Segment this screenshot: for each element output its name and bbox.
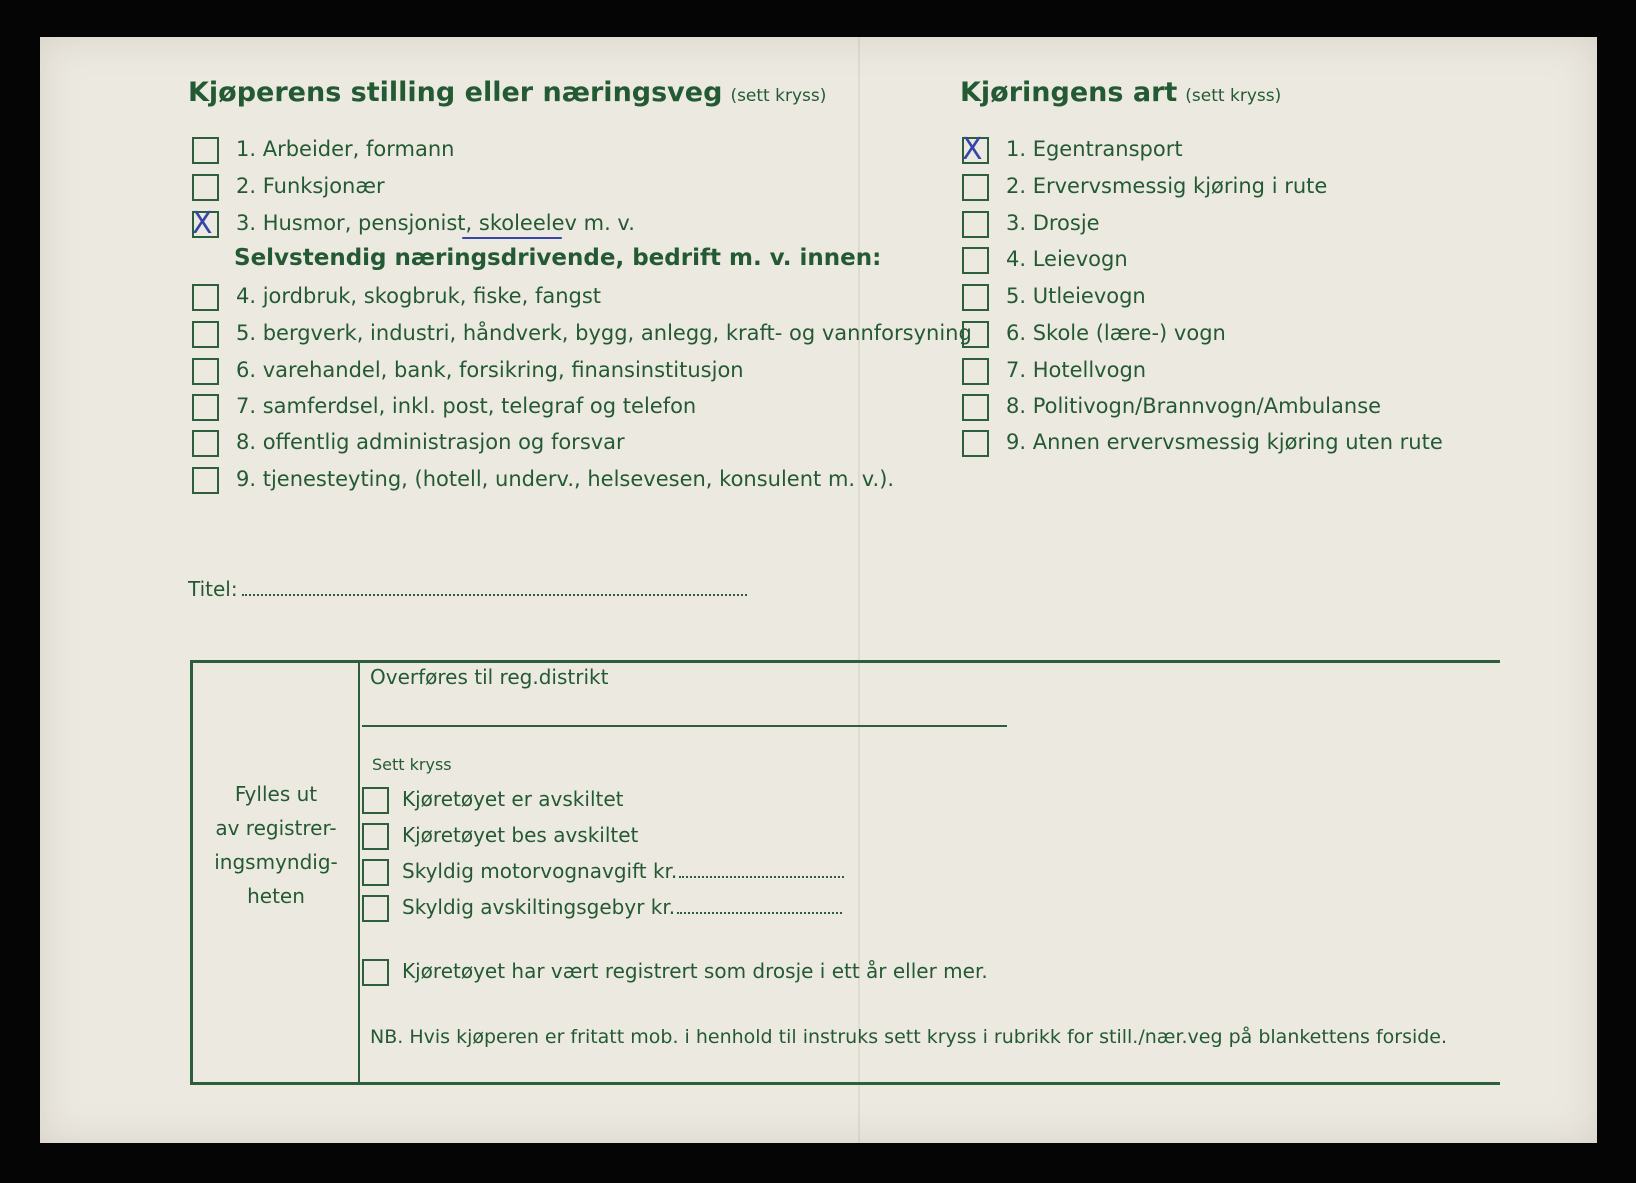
checkbox-driving-9[interactable] <box>962 430 989 457</box>
taxi-history-label: Kjøretøyet har vært registrert som drosje i ett år eller mer. <box>402 959 988 983</box>
plate-fee-row <box>402 892 842 922</box>
driving-4-label: 4. Leievogn <box>1006 247 1128 271</box>
checkbox-driving-6[interactable] <box>962 321 989 348</box>
occupation-2-label: 2. Funksjonær <box>236 174 385 198</box>
checkbox-delicense-request[interactable] <box>362 823 389 850</box>
checkbox-occupation-9[interactable] <box>192 467 219 494</box>
occupation-5-label: 5. bergverk, industri, håndverk, bygg, anlegg, kraft- og vannforsyning <box>236 321 972 345</box>
buyer-occupation-title: Kjøperens stilling eller næringsveg <box>188 77 723 108</box>
plate-fee-field[interactable] <box>677 898 842 914</box>
cross-label: Sett kryss <box>372 755 452 774</box>
side-note-line: Fylles ut <box>234 782 318 806</box>
occupation-1-label: 1. Arbeider, formann <box>236 137 455 161</box>
checkbox-driving-8[interactable] <box>962 394 989 421</box>
self-employed-subheading: Selvstendig næringsdrivende, bedrift m. v. innen: <box>234 245 882 271</box>
occupation-8-label: 8. offentlig administrasjon og forsvar <box>236 430 625 454</box>
title-label: Titel: <box>188 577 238 601</box>
driving-8-label: 8. Politivogn/Brannvogn/Ambulanse <box>1006 394 1382 418</box>
title-row <box>188 577 747 601</box>
driving-type-title: Kjøringens art <box>960 77 1178 108</box>
checkbox-driving-1[interactable] <box>962 132 989 167</box>
driving-1-label: 1. Egentransport <box>1006 137 1183 161</box>
driving-2-label: 2. Ervervsmessig kjøring i rute <box>1006 174 1328 198</box>
delicensed-label: Kjøretøyet er avskiltet <box>402 787 624 811</box>
driving-9-label: 9. Annen ervervsmessig kjøring uten rute <box>1006 430 1443 454</box>
checkbox-taxi-history[interactable] <box>362 959 389 986</box>
occupation-6-label: 6. varehandel, bank, forsikring, finansinstitusjon <box>236 358 744 382</box>
checkbox-occupation-6[interactable] <box>192 358 219 385</box>
driving-type-note: (sett kryss) <box>1185 86 1282 106</box>
checkbox-driving-4[interactable] <box>962 247 989 274</box>
driving-7-label: 7. Hotellvogn <box>1006 358 1147 382</box>
checkbox-occupation-1[interactable] <box>192 137 219 164</box>
motor-tax-row <box>402 856 844 886</box>
driving-5-label: 5. Utleievogn <box>1006 284 1146 308</box>
checkbox-occupation-8[interactable] <box>192 430 219 457</box>
checkbox-plate-fee[interactable] <box>362 895 389 922</box>
transfer-label: Overføres til reg.distrikt <box>370 665 609 689</box>
checkbox-occupation-5[interactable] <box>192 321 219 348</box>
pen-underline <box>462 237 562 239</box>
registry-side-note <box>192 777 360 913</box>
motor-tax-field[interactable] <box>679 862 844 878</box>
check-mark: X <box>962 132 983 167</box>
occupation-4-label: 4. jordbruk, skogbruk, fiske, fangst <box>236 284 602 308</box>
plate-fee-label: Skyldig avskiltingsgebyr kr. <box>402 895 676 919</box>
checkbox-driving-2[interactable] <box>962 174 989 201</box>
side-note-line: ingsmyndig- <box>214 850 338 874</box>
checkbox-occupation-7[interactable] <box>192 394 219 421</box>
transfer-field[interactable] <box>362 725 1007 727</box>
checkbox-delicensed[interactable] <box>362 787 389 814</box>
registry-bottom-rule <box>190 1082 1500 1085</box>
checkbox-occupation-2[interactable] <box>192 174 219 201</box>
buyer-occupation-heading <box>188 77 826 108</box>
driving-3-label: 3. Drosje <box>1006 211 1100 235</box>
buyer-occupation-note: (sett kryss) <box>730 86 827 106</box>
side-note-line: heten <box>247 884 305 908</box>
side-note-line: av registrer- <box>215 816 337 840</box>
occupation-9-label: 9. tjenesteyting, (hotell, underv., helsevesen, konsulent m. v.). <box>236 467 895 491</box>
checkbox-occupation-4[interactable] <box>192 284 219 311</box>
driving-type-heading <box>960 77 1281 108</box>
checkbox-driving-3[interactable] <box>962 211 989 238</box>
checkbox-driving-5[interactable] <box>962 284 989 311</box>
checkbox-driving-7[interactable] <box>962 358 989 385</box>
check-mark: X <box>192 206 213 241</box>
driving-6-label: 6. Skole (lære-) vogn <box>1006 321 1226 345</box>
title-field[interactable] <box>242 580 747 596</box>
checkbox-occupation-3[interactable] <box>192 206 219 241</box>
motor-tax-label: Skyldig motorvognavgift kr. <box>402 859 678 883</box>
occupation-7-label: 7. samferdsel, inkl. post, telegraf og telefon <box>236 394 697 418</box>
checkbox-motor-tax[interactable] <box>362 859 389 886</box>
form-sheet <box>40 37 1597 1143</box>
nb-note: NB. Hvis kjøperen er fritatt mob. i henhold til instruks sett kryss i rubrikk for still./nær.veg på blankettens forside. <box>370 1026 1448 1048</box>
delicense-request-label: Kjøretøyet bes avskiltet <box>402 823 639 847</box>
occupation-3-label: 3. Husmor, pensjonist, skoleelev m. v. <box>236 211 635 235</box>
